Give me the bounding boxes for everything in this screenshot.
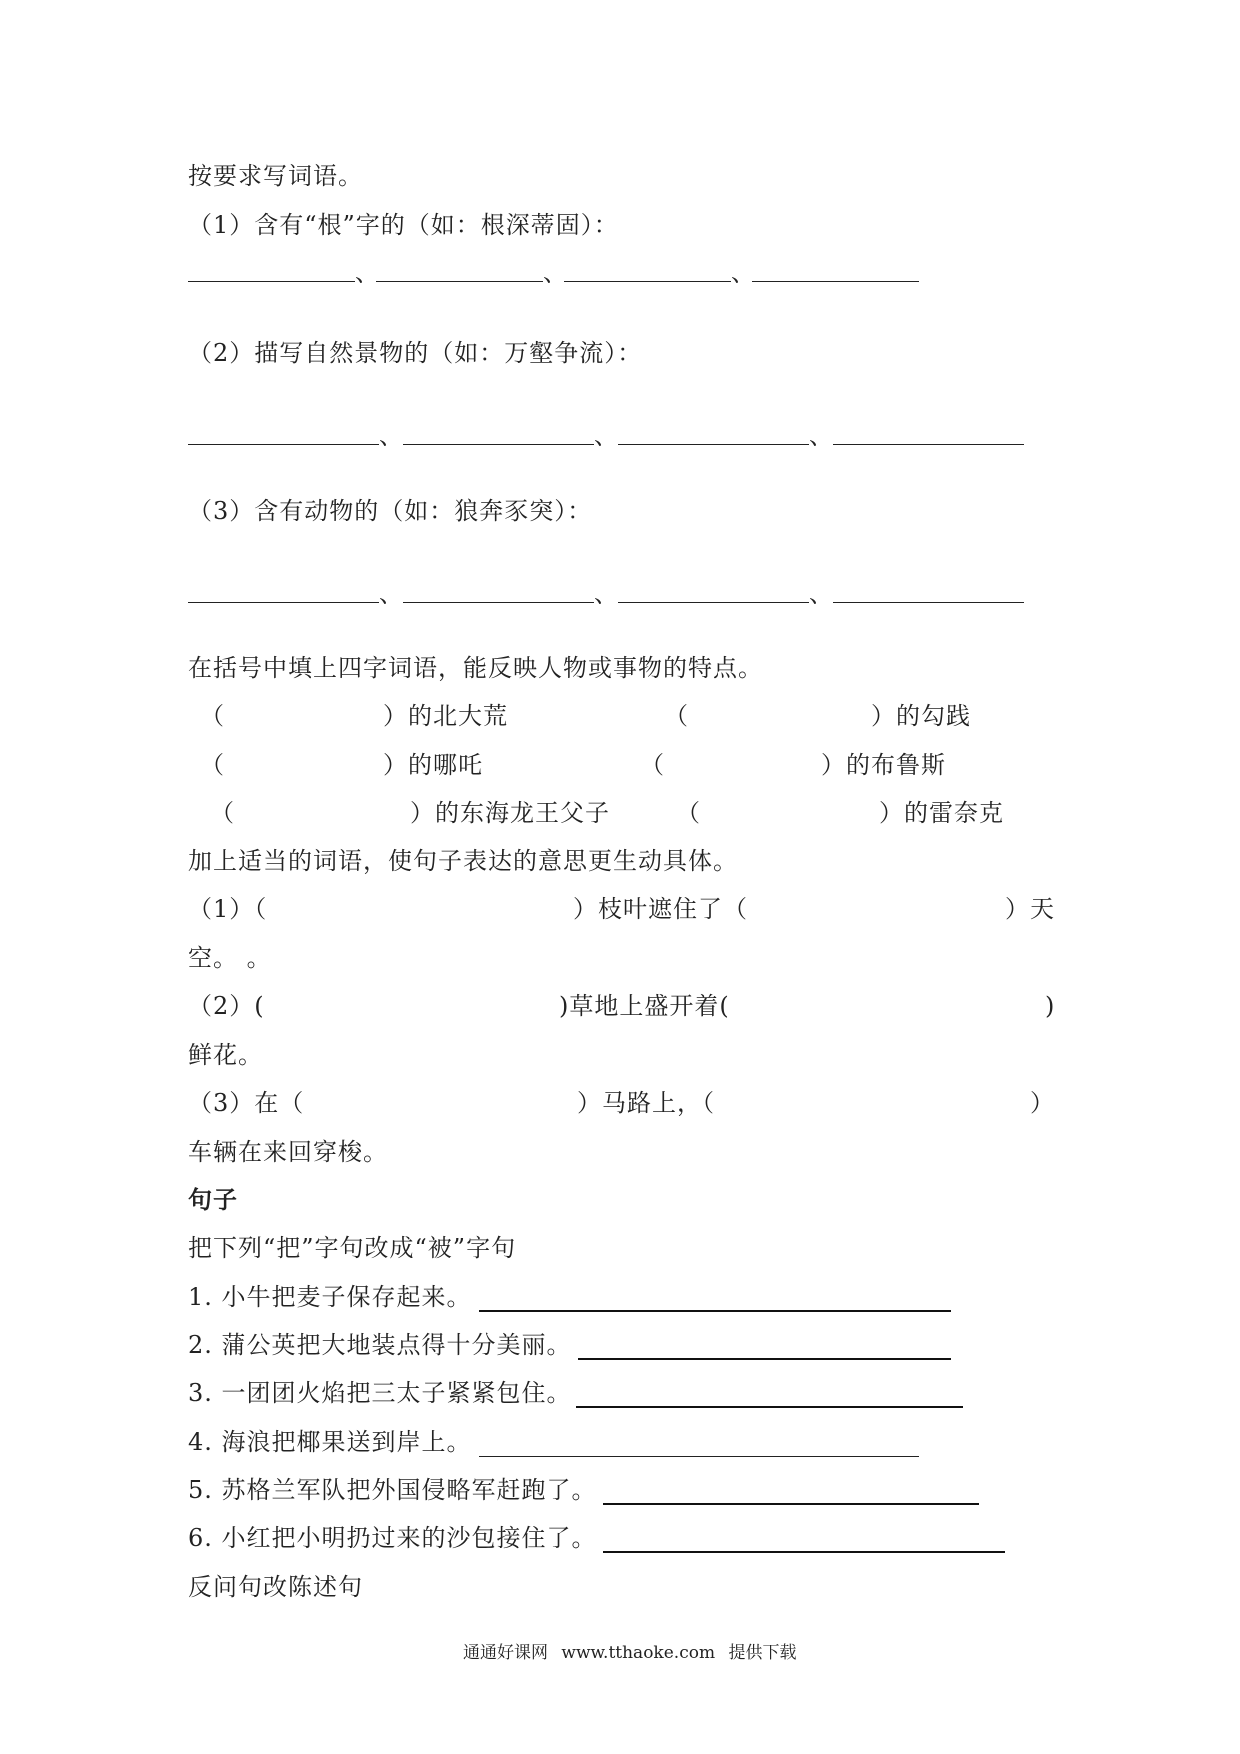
bracket-phrase: ）的勾践	[871, 702, 971, 730]
separator: 、	[809, 580, 833, 608]
answer-blank[interactable]	[618, 444, 809, 445]
sentence-part: （1）（	[188, 895, 268, 923]
bracket-phrase: ）的北大荒	[383, 702, 508, 730]
item-text: 2. 蒲公英把大地装点得十分美丽。	[188, 1331, 572, 1359]
section-title-rhetorical-to-declarative: 反问句改陈述句	[188, 1573, 363, 1601]
bracket-phrase: ）的雷奈克	[879, 799, 1004, 827]
sentence-part: ）马路上，（	[577, 1089, 715, 1117]
sentence-part: )草地上盛开着(	[559, 992, 730, 1020]
footer-note: 提供下载	[728, 1643, 797, 1663]
separator: 、	[594, 580, 618, 608]
answer-blank[interactable]	[564, 281, 731, 282]
footer-site-name: 通通好课网	[463, 1643, 548, 1663]
separator: 、	[594, 422, 618, 450]
item-text: 1. 小牛把麦子保存起来。	[188, 1283, 472, 1311]
footer-url[interactable]: www.tthaoke.com	[561, 1643, 716, 1663]
sentence-part: ）枝叶遮住了（	[573, 895, 748, 923]
sentence-part: 空。 。	[188, 944, 272, 972]
question-3-prompt: （3）含有动物的（如：狼奔豕突）：	[188, 497, 593, 525]
question-2-prompt: （2）描写自然景物的（如：万壑争流）：	[188, 339, 643, 367]
bracket-phrase: ）的布鲁斯	[821, 751, 946, 779]
question-1-prompt: （1）含有“根”字的（如：根深蒂固）：	[188, 211, 619, 239]
answer-blank[interactable]	[618, 602, 809, 603]
answer-blank[interactable]	[833, 444, 1024, 445]
open-bracket: （	[200, 702, 225, 730]
sentence-part: ）	[1030, 1089, 1055, 1117]
separator: 、	[355, 259, 379, 287]
answer-blank[interactable]	[479, 1310, 951, 1312]
answer-blank[interactable]	[188, 602, 379, 603]
answer-blank[interactable]	[376, 281, 543, 282]
separator: 、	[379, 580, 403, 608]
item-text: 5. 苏格兰军队把外国侵略军赶跑了。	[188, 1476, 597, 1504]
separator: 、	[731, 259, 755, 287]
bracket-phrase: ）的哪吒	[383, 751, 483, 779]
item-text: 3. 一团团火焰把三太子紧紧包住。	[188, 1379, 572, 1407]
answer-blank[interactable]	[403, 444, 594, 445]
separator: 、	[379, 422, 403, 450]
open-bracket: （	[664, 702, 689, 730]
sentence-part: （3）在（	[188, 1089, 305, 1117]
answer-blank[interactable]	[578, 1358, 951, 1360]
answer-blank[interactable]	[188, 444, 379, 445]
item-text: 4. 海浪把椰果送到岸上。	[188, 1428, 472, 1456]
answer-blank[interactable]	[752, 281, 919, 282]
sentence-part: 鲜花。	[188, 1041, 263, 1069]
sentence-part: ）天	[1005, 895, 1055, 923]
section-title-vivid-sentences: 加上适当的词语，使句子表达的意思更生动具体。	[188, 847, 738, 875]
answer-blank[interactable]	[576, 1406, 963, 1408]
open-bracket: （	[200, 751, 225, 779]
answer-blank[interactable]	[603, 1551, 1005, 1553]
open-bracket: （	[210, 799, 235, 827]
section-title-write-words: 按要求写词语。	[188, 162, 363, 190]
answer-blank[interactable]	[833, 602, 1024, 603]
section-title-four-char-words: 在括号中填上四字词语，能反映人物或事物的特点。	[188, 654, 763, 682]
item-text: 6. 小红把小明扔过来的沙包接住了。	[188, 1524, 597, 1552]
separator: 、	[809, 422, 833, 450]
section-title-ba-to-bei: 把下列“把”字句改成“被”字句	[188, 1234, 517, 1262]
answer-blank[interactable]	[479, 1456, 919, 1457]
page-footer	[463, 1642, 804, 1664]
sentence-part: 车辆在来回穿梭。	[188, 1138, 388, 1166]
open-bracket: （	[676, 799, 701, 827]
sentence-part: （2）(	[188, 992, 265, 1020]
answer-blank[interactable]	[603, 1503, 979, 1505]
section-heading-sentences: 句子	[188, 1185, 238, 1214]
separator: 、	[543, 259, 567, 287]
answer-blank[interactable]	[403, 602, 594, 603]
bracket-phrase: ）的东海龙王父子	[410, 799, 610, 827]
open-bracket: （	[640, 751, 665, 779]
answer-blank[interactable]	[188, 281, 355, 282]
sentence-part: )	[1045, 992, 1056, 1020]
